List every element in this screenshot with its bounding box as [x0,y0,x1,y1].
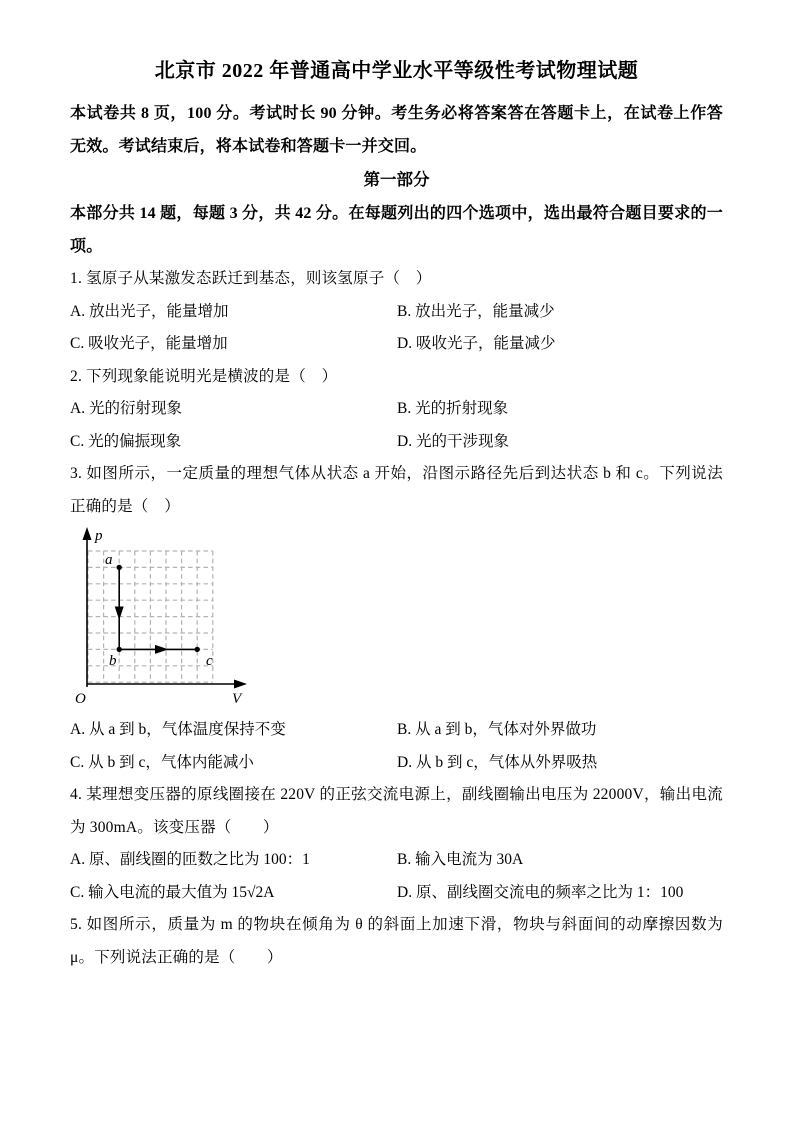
question-2 [70,361,723,459]
question-4-option-d: D. 原、副线圈交流电的频率之比为 1：100 [397,883,684,901]
question-3-option-b: B. 从 a 到 b，气体对外界做功 [397,721,597,738]
question-4-options-ab [70,844,723,877]
question-2-option-b: B. 光的折射现象 [397,400,509,417]
question-4 [70,779,723,909]
pv-diagram [75,526,723,712]
point-a-label: a [105,552,113,568]
question-1-option-b: B. 放出光子，能量减少 [397,302,555,320]
state-point-b [117,647,122,652]
part-one-instructions: 本部分共 14 题，每题 3 分，共 42 分。在每题列出的四个选项中，选出最符合题目要求的一项。 [70,205,723,255]
x-axis-arrowhead [234,680,247,689]
question-4-option-a: A. 原、副线圈的匝数之比为 100：1 [70,851,310,868]
question-1-option-d: D. 吸收光子，能量减少 [397,335,556,352]
question-2-option-a: A. 光的衍射现象 [70,400,182,417]
question-4-options-cd [70,877,723,910]
exam-intro: 本试卷共 8 页，100 分。考试时长 90 分钟。考生务必将答案答在答题卡上，在试卷上作答无效。考试结束后，将本试卷和答题卡一并交回。 [70,105,723,155]
state-point-a [117,565,122,570]
question-1-option-a: A. 放出光子，能量增加 [70,302,229,320]
question-3-options-cd [70,747,723,780]
question-2-option-c: C. 光的偏振现象 [70,432,182,450]
question-3 [70,458,723,779]
x-axis-label: V [232,691,242,707]
question-4-stem: 4. 某理想变压器的原线圈接在 220V 的正弦交流电源上，副线圈输出电压为 22000V，输出电流为 300mA。该变压器（ ） [70,786,723,836]
point-c-label: c [206,653,213,669]
question-1-options-cd [70,328,723,361]
page-title: 北京市 2022 年普通高中学业水平等级性考试物理试题 [154,60,639,82]
question-1-option-c: C. 吸收光子，能量增加 [70,335,228,352]
question-4-option-c: C. 输入电流的最大值为 15√2A [70,883,275,901]
y-axis-arrowhead [83,527,92,540]
question-1-options-ab [70,296,723,329]
question-2-option-d: D. 光的干涉现象 [397,432,509,450]
question-3-option-a: A. 从 a 到 b，气体温度保持不变 [70,721,286,738]
question-1-stem: 1. 氢原子从某激发态跃迁到基态，则该氢原子（ ） [70,270,432,287]
point-b-label: b [109,653,117,669]
question-1 [70,263,723,361]
question-5 [70,909,723,974]
pv-diagram-svg [75,526,255,712]
part-one-heading: 第一部分 [363,170,430,189]
question-2-stem: 2. 下列现象能说明光是横波的是（ ） [70,367,338,385]
question-3-option-c: C. 从 b 到 c，气体内能减小 [70,753,254,771]
question-2-options-cd [70,426,723,459]
question-3-options-ab [70,714,723,747]
state-point-c [195,647,200,652]
question-4-option-b: B. 输入电流为 30A [397,851,524,868]
arrow-a-to-b [115,607,124,621]
y-axis-label: p [95,528,103,544]
question-3-stem: 3. 如图所示，一定质量的理想气体从状态 a 开始，沿图示路径先后到达状态 b 和 c。下列说法正确的是（ ） [70,465,723,515]
question-3-option-d: D. 从 b 到 c，气体从外界吸热 [397,753,598,771]
origin-label: O [75,691,86,707]
question-2-options-ab [70,393,723,426]
question-5-stem: 5. 如图所示，质量为 m 的物块在倾角为 θ 的斜面上加速下滑，物块与斜面间的动摩擦因数为 μ。下列说法正确的是（ ） [70,916,723,966]
